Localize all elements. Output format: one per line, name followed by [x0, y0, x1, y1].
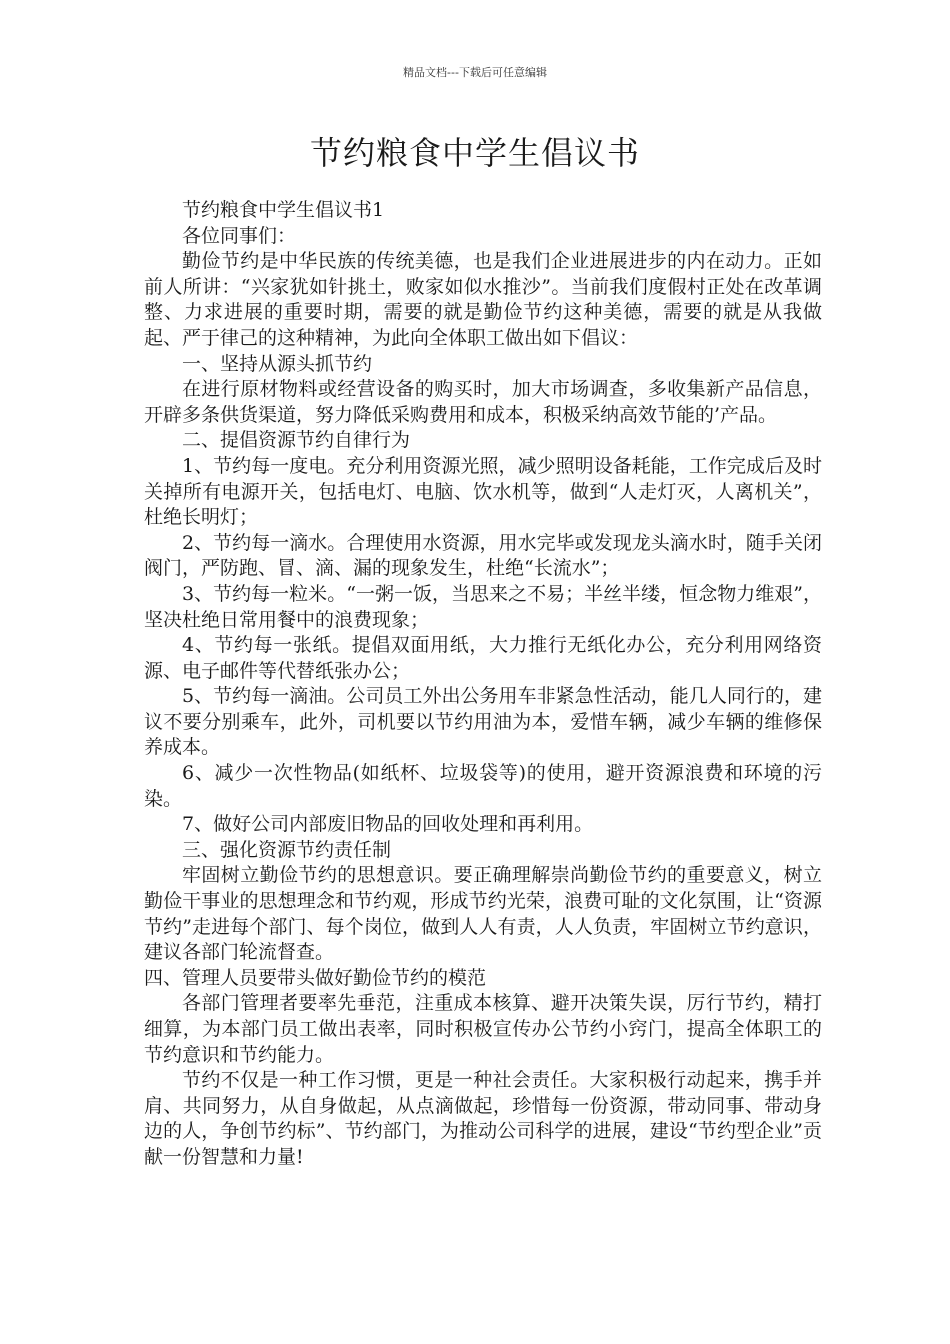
list-item-water: 2、节约每一滴水。合理使用水资源，用水完毕或发现龙头滴水时，随手关闭阀门，严防跑、冒、滴、漏的现象发生，杜绝“长流水”； [144, 531, 822, 580]
section-heading-4: 四、管理人员要带头做好勤俭节约的模范 [144, 966, 487, 989]
paragraph-section-3: 牢固树立勤俭节约的思想意识。要正确理解崇尚勤俭节约的重要意义，树立勤俭干事业的思想理念和节约观，形成节约光荣，浪费可耻的文化氛围，让“资源节约”走进每个部门、每个岗位，做到人人有责，人人负责，牢固树立节约意识，建议各部门轮流督查。 [144, 864, 822, 964]
list-item-rice: 3、节约每一粒米。“一粥一饭，当思来之不易；半丝半缕，恒念物力维艰”，坚决杜绝日常用餐中的浪费现象； [144, 582, 822, 631]
list-item-electricity: 1、节约每一度电。充分利用资源光照，减少照明设备耗能，工作完成后及时关掉所有电源开关，包括电灯、电脑、饮水机等，做到“人走灯灭，人离机关”，杜绝长明灯； [144, 454, 822, 529]
list-item-disposables: 6、减少一次性物品(如纸杯、垃圾袋等)的使用，避开资源浪费和环境的污染。 [144, 762, 822, 810]
list-item-oil: 5、节约每一滴油。公司员工外出公务用车非紧急性活动，能几人同行的，建议不要分别乘车，此外，司机要以节约用油为本，爱惜车辆，减少车辆的维修保养成本。 [144, 685, 822, 759]
salutation: 各位同事们： [182, 224, 297, 247]
paragraph-section-4: 各部门管理者要率先垂范，注重成本核算、避开决策失误，厉行节约，精打细算，为本部门员工做出表率，同时积极宣传办公节约小窍门，提高全体职工的节约意识和节约能力。 [144, 992, 822, 1066]
paragraph-closing: 节约不仅是一种工作习惯，更是一种社会责任。大家积极行动起来，携手并肩、共同努力，从自身做起，从点滴做起，珍惜每一份资源，带动同事、带动身边的人，争创节约标”、节约部门，为推动公司科学的进展，建设“节约型企业”贡献一份智慧和力量! [144, 1069, 822, 1168]
section-heading-2: 二、提倡资源节约自律行为 [182, 429, 411, 452]
list-item-paper: 4、节约每一张纸。提倡双面用纸，大力推行无纸化办公，充分利用网络资源、电子邮件等代替纸张办公； [144, 634, 822, 682]
paragraph-intro: 勤俭节约是中华民族的传统美德，也是我们企业进展进步的内在动力。正如前人所讲：“兴家犹如针挑土，败家如似水推沙”。当前我们度假村正处在改革调整、力求进展的重要时期，需要的就是勤俭节约这种美德，需要的就是从我做起、严于律己的这种精神，为此向全体职工做出如下倡议： [144, 250, 822, 349]
section-heading-1: 一、坚持从源头抓节约 [182, 352, 373, 375]
document-title: 节约粮食中学生倡议书 [309, 134, 640, 172]
document-subtitle: 节约粮食中学生倡议书1 [182, 199, 385, 221]
list-item-recycling: 7、做好公司内部废旧物品的回收处理和再利用。 [182, 813, 594, 836]
page-header-note: 精品文档---下载后可任意编辑 [403, 66, 547, 79]
section-heading-3: 三、强化资源节约责任制 [182, 838, 392, 861]
paragraph-section-1: 在进行原材物料或经营设备的购买时，加大市场调查，多收集新产品信息，开辟多条供货渠道，努力降低采购费用和成本，积极采纳高效节能的’产品。 [144, 378, 822, 426]
document-body [144, 198, 822, 1171]
